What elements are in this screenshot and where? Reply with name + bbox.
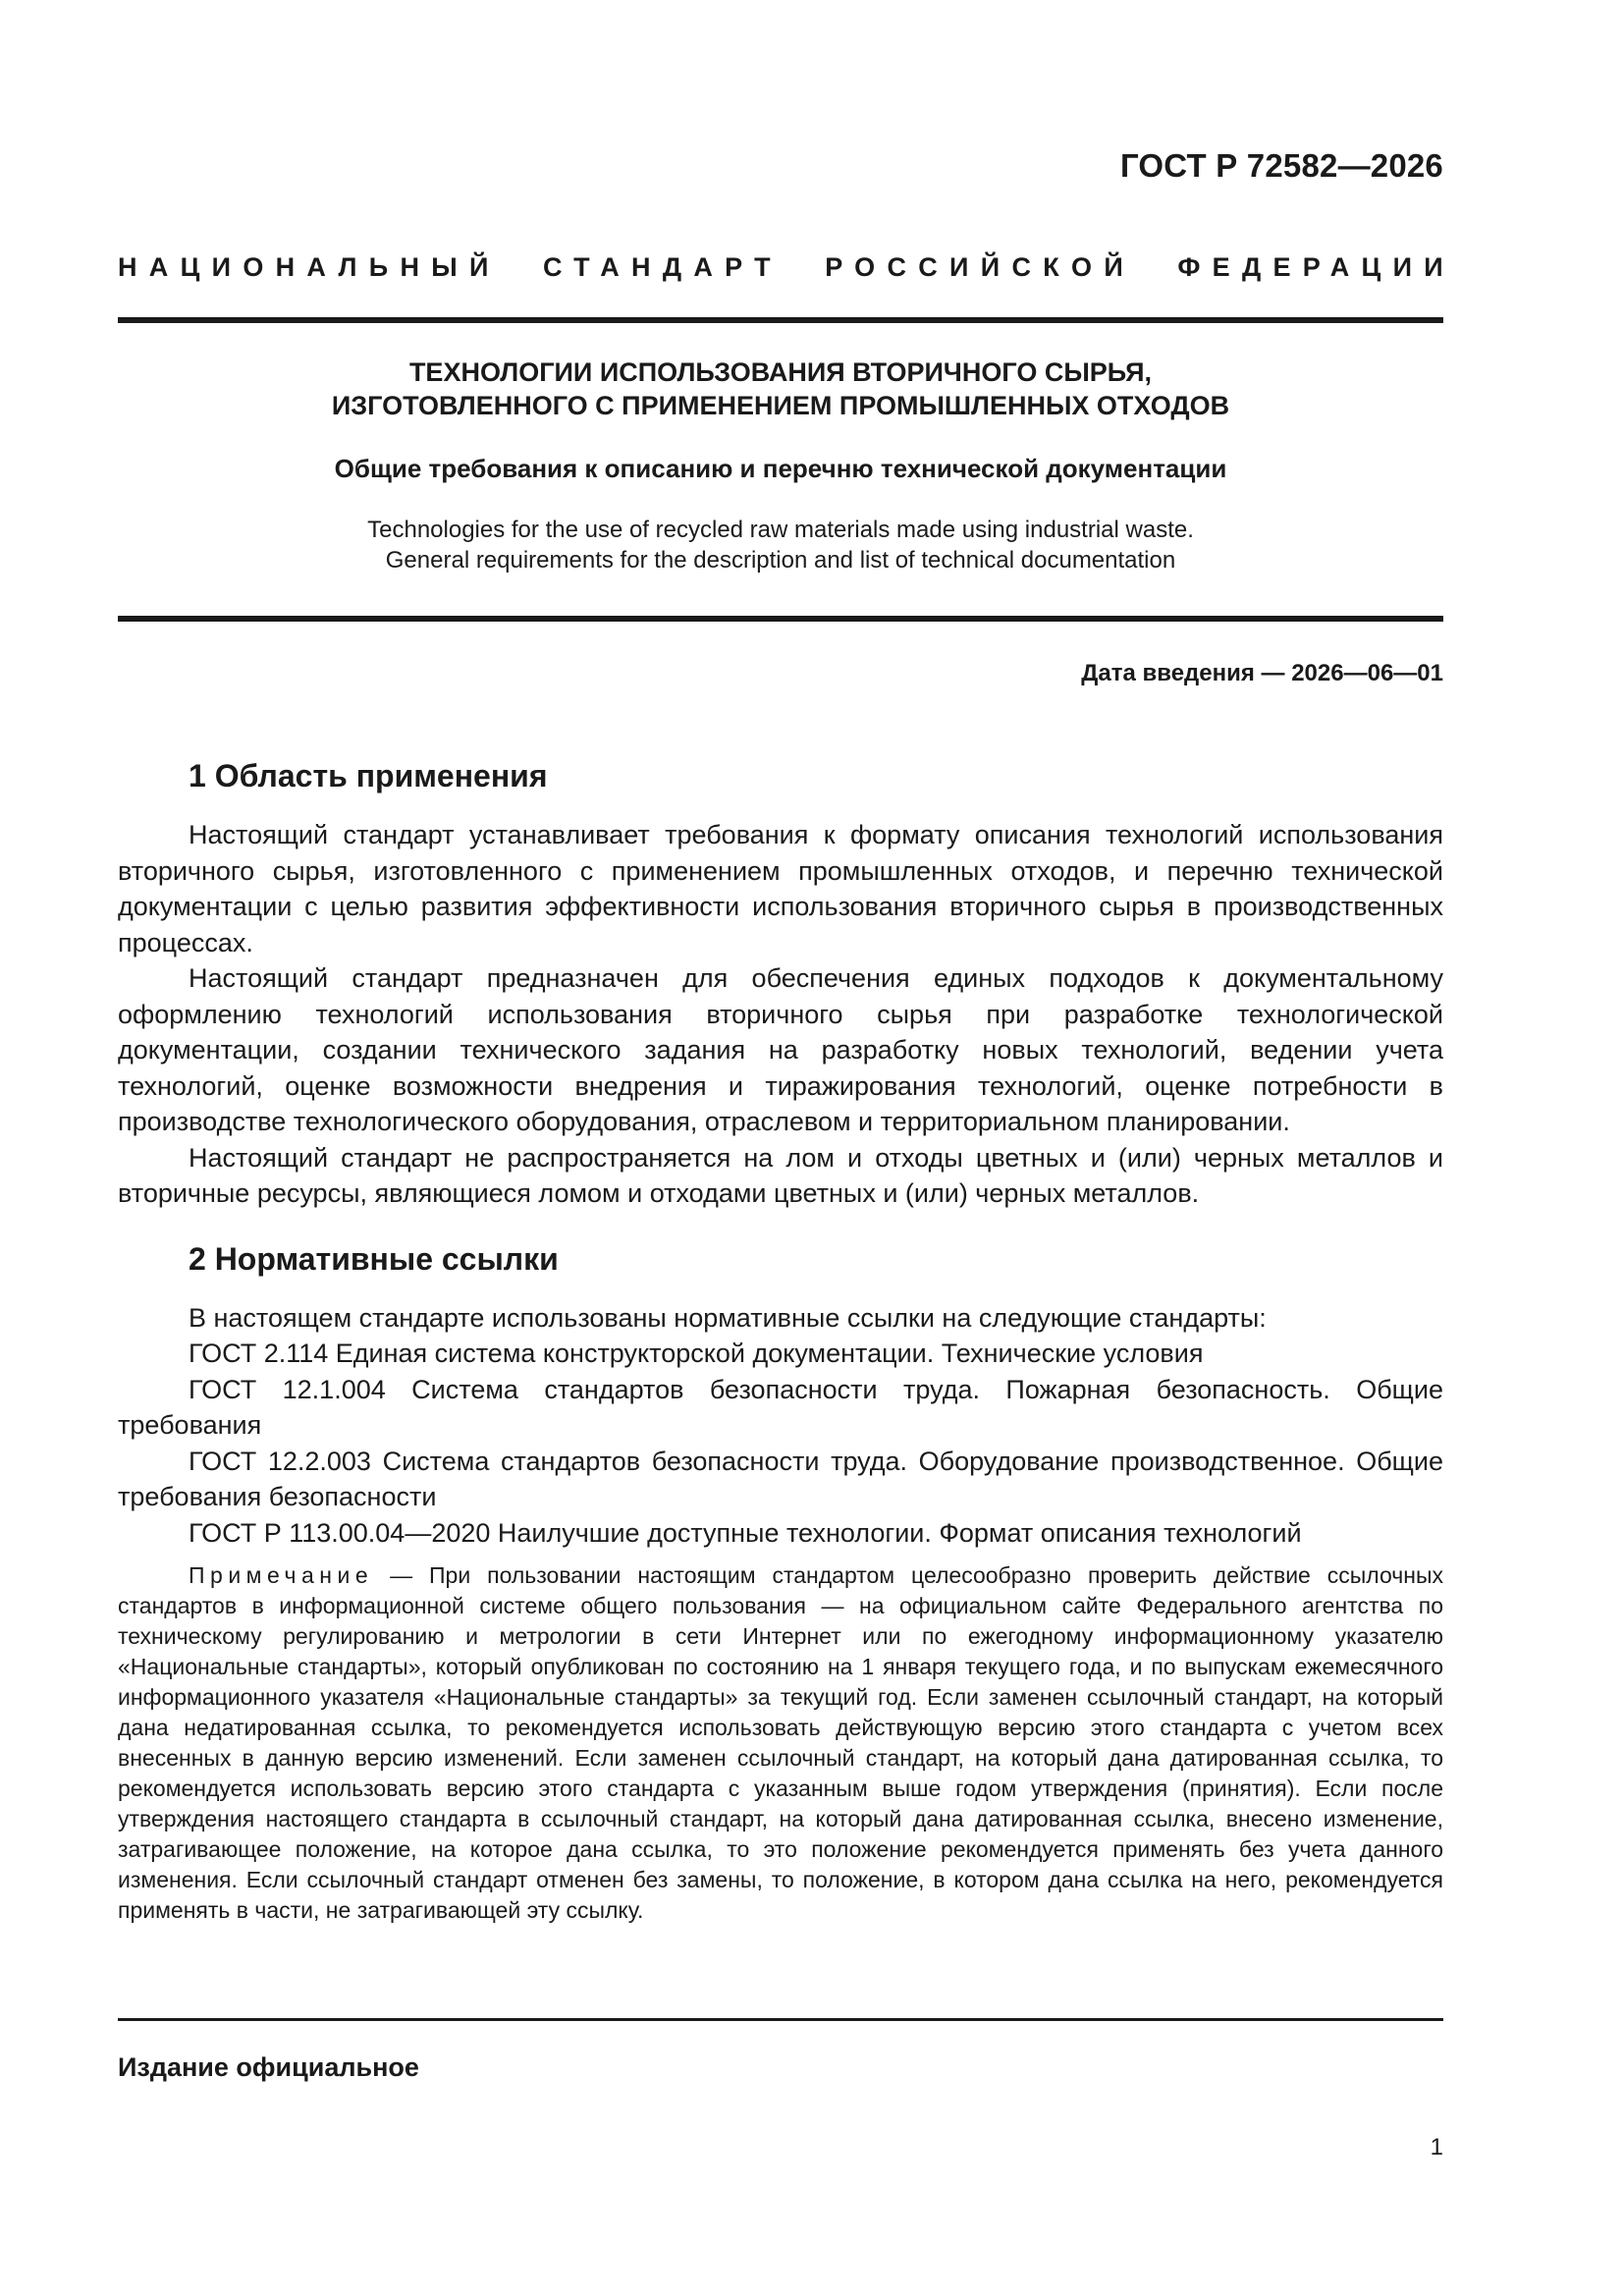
title-line-2: ИЗГОТОВЛЕННОГО С ПРИМЕНЕНИЕМ ПРОМЫШЛЕННЫХ ОТХОДОВ: [331, 391, 1230, 420]
document-page: [118, 0, 1455, 2296]
series-title-word: СТАНДАРТ: [543, 252, 783, 282]
document-body: [118, 756, 1443, 1926]
footer-divider: [118, 2018, 1443, 2021]
top-divider: [118, 317, 1443, 323]
section-2-paragraph: В настоящем стандарте использованы нормативные ссылки на следующие стандарты:: [189, 1302, 1267, 1333]
series-title-word: НАЦИОНАЛЬНЫЙ: [118, 252, 501, 282]
note-text: — При пользовании настоящим стандартом целесообразно проверить действие ссылочных стандартов в информационной системе общего пользования — на официальном сайте Федерального агентства по техническому регулированию и метрологии в сети Интернет или по ежегодному информационному указателю «Национальные стандарты», который опубликован по состоянию на 1 января текущего года, и по выпускам ежемесячного информационного указателя «Национальные стандарты» за текущий год. Если заменен ссылочный стандарт, на который дана недатированная ссылка, то рекомендуется использовать действующую версию этого стандарта с учетом всех внесенных в данную версию изменений. Если заменен ссылочный стандарт, на который дана датированная ссылка, то рекомендуется использовать версию этого стандарта с указанным выше годом утверждения (принятия). Если после утверждения настоящего стандарта в ссылочный стандарт, на который дана датированная ссылка, внесено изменение, затрагивающее положение, на которое дана ссылка, то это положение рекомендуется применять без учета данного изменения. Если ссылочный стандарт отменен без замены, то положение, в котором дана ссылка на него, рекомендуется применять в части, не затрагивающей эту ссылку.: [118, 1562, 1443, 1923]
title-block: [118, 355, 1443, 575]
series-title-word: РОССИЙСКОЙ: [825, 252, 1136, 282]
title-line-1: ТЕХНОЛОГИИ ИСПОЛЬЗОВАНИЯ ВТОРИЧНОГО СЫРЬЯ,: [408, 357, 1153, 387]
section-2-heading: 2 Нормативные ссылки: [189, 1240, 559, 1277]
series-title-word: ФЕДЕРАЦИИ: [1177, 252, 1455, 282]
section-1-paragraph: Настоящий стандарт устанавливает требования к формату описания технологий использования вторичного сырья, изготовленного с применением промышленных отходов, и перечню технической документации с целью развития эффективности использования вторичного сырья в производственных процессах.: [118, 820, 1443, 957]
note-paragraph: [118, 1560, 1443, 1926]
title-bottom-divider: [118, 616, 1443, 622]
document-subtitle: Общие требования к описанию и перечню технической документации: [334, 454, 1227, 483]
section-1-heading: 1 Область применения: [189, 758, 548, 793]
english-title: [118, 515, 1443, 575]
reference-item: ГОСТ Р 113.00.04—2020 Наилучшие доступные технологии. Формат описания технологий: [189, 1517, 1302, 1548]
note-label: Примечание: [189, 1562, 374, 1588]
reference-item: ГОСТ 12.2.003 Система стандартов безопасности труда. Оборудование производственное. Общие требования безопасности: [118, 1446, 1443, 1511]
series-title: [118, 252, 1455, 283]
reference-item: ГОСТ 2.114 Единая система конструкторской документации. Технические условия: [189, 1339, 1204, 1368]
english-title-line-1: Technologies for the use of recycled raw materials made using industrial waste.: [367, 517, 1194, 543]
document-number: ГОСТ Р 72582—2026: [1119, 147, 1443, 184]
section-1-paragraph: Настоящий стандарт не распространяется на лом и отходы цветных и (или) черных металлов и вторичные ресурсы, являющиеся ломом и отходами цветных и (или) черных металлов.: [118, 1142, 1443, 1208]
reference-item: ГОСТ 12.1.004 Система стандартов безопасности труда. Пожарная безопасность. Общие требования: [118, 1374, 1443, 1440]
page-number: 1: [1430, 2134, 1443, 2160]
document-title: [118, 355, 1443, 422]
introduction-date: Дата введения — 2026—06—01: [1081, 660, 1443, 686]
section-1-paragraph: Настоящий стандарт предназначен для обеспечения единых подходов к документальному оформлению технологий использования вторичного сырья при разработке технологической документации, создании технического задания на разработку новых технологий, ведении учета технологий, оценке возможности внедрения и тиражирования технологий, оценке потребности в производстве технологического оборудования, отраслевом и территориальном планировании.: [118, 963, 1443, 1136]
edition-label: Издание официальное: [118, 2052, 419, 2082]
english-title-line-2: General requirements for the description and list of technical documentation: [385, 547, 1176, 574]
